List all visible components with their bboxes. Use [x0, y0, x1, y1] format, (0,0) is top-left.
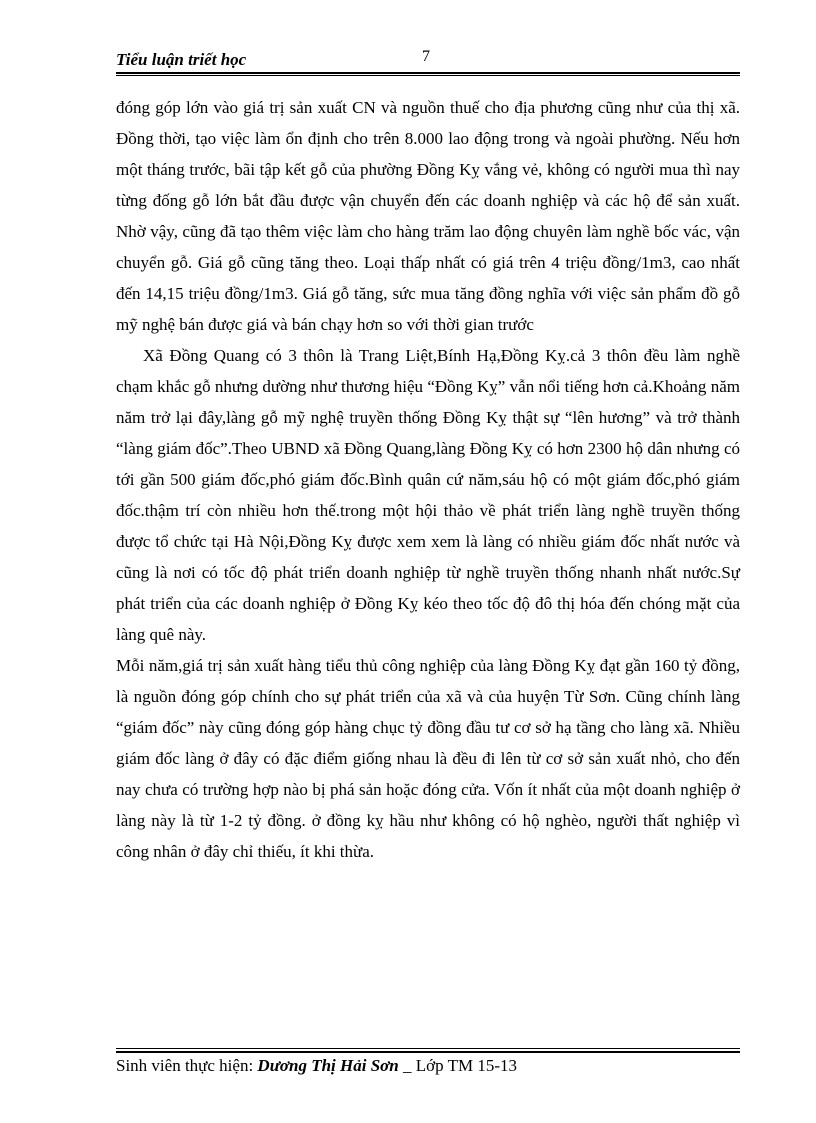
footer-class: _ Lớp TM 15-13: [398, 1056, 517, 1075]
header-rule: [116, 72, 740, 74]
footer-prefix: Sinh viên thực hiện:: [116, 1056, 258, 1075]
footer-rule-thin: [116, 1048, 740, 1049]
page-number: 7: [422, 48, 430, 65]
header-rule-thin: [116, 75, 740, 76]
paragraph-3: Mỗi năm,giá trị sản xuất hàng tiểu thủ công nghiệp của làng Đồng Kỵ đạt gần 160 tỷ đồng, là nguồn đóng góp chính cho sự phát triển của xã và của huyện Từ Sơn. Cũng chính làng “giám đốc” này cũng đóng góp hàng chục tỷ đồng đầu tư cơ sở hạ tầng cho làng xã. Nhiều giám đốc làng ở đây có đặc điểm giống nhau là đều đi lên từ cơ sở sản xuất nhỏ, cho đến nay chưa có trường hợp nào bị phá sản hoặc đóng cửa. Vốn ít nhất của một doanh nghiệp ở làng này là từ 1-2 tỷ đồng. ở đồng kỵ hầu như không có hộ nghèo, người thất nghiệp vì công nhân ở đây chỉ thiếu, ít khi thừa.: [116, 656, 740, 861]
paragraph-2: Xã Đồng Quang có 3 thôn là Trang Liệt,Bính Hạ,Đồng Kỵ.cả 3 thôn đều làm nghề chạm khắc gỗ nhưng dường như thương hiệu “Đồng Kỵ” vẫn nổi tiếng hơn cả.Khoảng năm năm trở lại đây,làng gỗ mỹ nghệ truyền thống Đồng Kỵ thật sự “lên hương” và trở thành “làng giám đốc”.Theo UBND xã Đồng Quang,làng Đồng Kỵ có hơn 2300 hộ dân nhưng có tới gần 500 giám đốc,phó giám đốc.Bình quân cứ năm,sáu hộ có một giám đốc,phó giám đốc.thậm trí còn nhiều hơn thế.trong một hội thảo về phát triển làng nghề truyền thống được tổ chức tại Hà Nội,Đồng Kỵ được xem xem là làng có nhiều giám đốc nhất nước và cũng là nơi có tốc độ phát triển doanh nghiệp từ nghề truyền thống nhanh nhất nước.Sự phát triển của các doanh nghiệp ở Đồng Kỵ kéo theo tốc độ đô thị hóa đến chóng mặt của làng quê này.: [116, 346, 740, 644]
student-name: Dương Thị Hải Sơn: [257, 1056, 399, 1075]
header-title: Tiểu luận triết học: [116, 50, 247, 69]
paragraph-1: đóng góp lớn vào giá trị sản xuất CN và nguồn thuế cho địa phương cũng như của thị xã. Đồng thời, tạo việc làm ổn định cho trên 8.000 lao động trong và ngoài phường. Nếu hơn một tháng trước, bãi tập kết gỗ của phường Đồng Kỵ vắng vẻ, không có người mua thì nay từng đống gỗ lớn bắt đầu được vận chuyển đến các doanh nghiệp và các hộ để sản xuất. Nhờ vậy, cũng đã tạo thêm việc làm cho hàng trăm lao động chuyên làm nghề bốc vác, vận chuyển gỗ. Giá gỗ cũng tăng theo. Loại thấp nhất có giá trên 4 triệu đồng/1m3, cao nhất đến 14,15 triệu đồng/1m3. Giá gỗ tăng, sức mua tăng đồng nghĩa với việc sản phẩm đồ gỗ mỹ nghệ bán được giá và bán chạy hơn so với thời gian trước: [116, 98, 740, 334]
footer-rule: [116, 1051, 740, 1053]
page-footer: [116, 1056, 740, 1076]
body-text: [116, 92, 740, 867]
page-header: [116, 46, 740, 74]
